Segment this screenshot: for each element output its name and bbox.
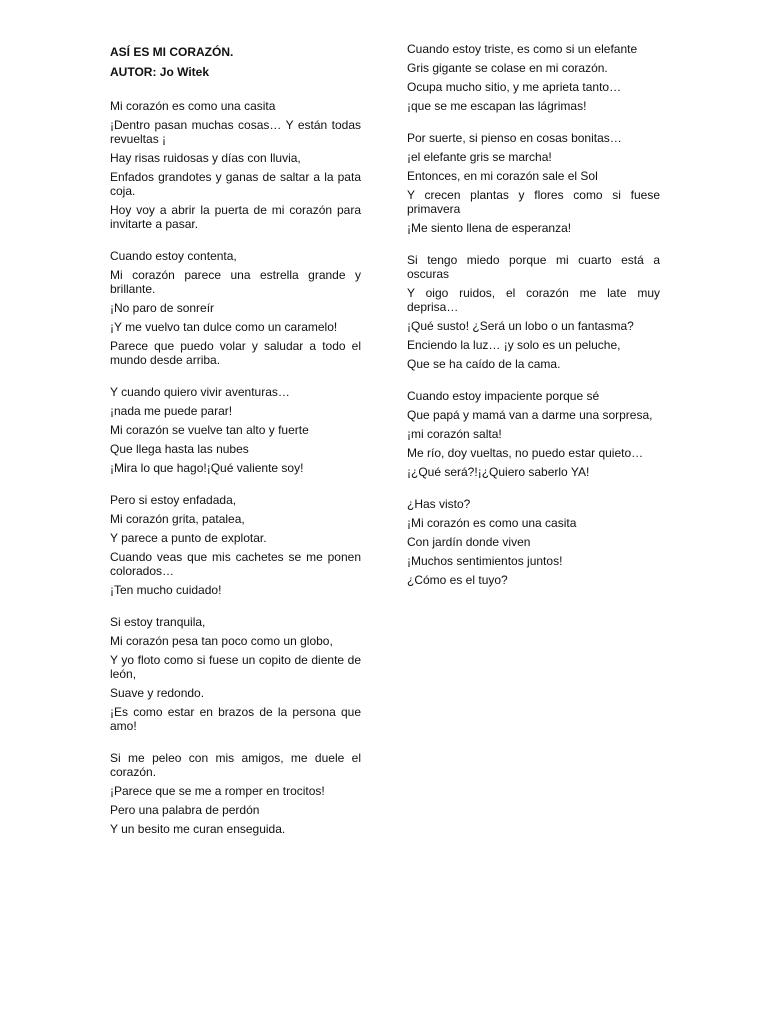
poem-line: ¡que se me escapan las lágrimas! (407, 99, 587, 113)
left-stanzas (110, 99, 361, 836)
poem-line: Y un besito me curan enseguida. (110, 822, 286, 836)
poem-line: Mi corazón es como una casita (110, 99, 276, 113)
stanza (407, 253, 660, 371)
poem-line: ¡Parece que se me a romper en trocitos! (110, 784, 325, 798)
poem-line: ¡No paro de sonreír (110, 301, 215, 315)
poem-line: Cuando estoy contenta, (110, 249, 237, 263)
poem-line: Si me peleo con mis amigos, me duele el corazón. (110, 751, 361, 779)
stanza (110, 493, 361, 597)
poem-line: Con jardín donde viven (407, 535, 531, 549)
poem-line: Enciendo la luz… ¡y solo es un peluche, (407, 338, 621, 352)
stanza (110, 249, 361, 367)
poem-line: Hay risas ruidosas y días con lluvia, (110, 151, 301, 165)
poem-line: ¡¿Qué será?!¡¿Quiero saberlo YA! (407, 465, 590, 479)
poem-line: Por suerte, si pienso en cosas bonitas… (407, 131, 622, 145)
right-stanzas (407, 42, 660, 587)
poem-line: ¡el elefante gris se marcha! (407, 150, 552, 164)
stanza (110, 615, 361, 733)
stanza (407, 131, 660, 235)
stanza (110, 99, 361, 231)
poem-line: ¡Ten mucho cuidado! (110, 583, 222, 597)
right-column (407, 42, 660, 592)
poem-line: Y cuando quiero vivir aventuras… (110, 385, 290, 399)
poem-line: Enfados grandotes y ganas de saltar a la pata coja. (110, 170, 361, 198)
poem-line: ¡Es como estar en brazos de la persona que amo! (110, 705, 361, 733)
poem-line: ¡Mi corazón es como una casita (407, 516, 577, 530)
poem-line: Pero una palabra de perdón (110, 803, 260, 817)
poem-line: Que llega hasta las nubes (110, 442, 249, 456)
stanza (110, 751, 361, 836)
poem-line: Y oigo ruidos, el corazón me late muy deprisa… (407, 286, 660, 314)
poem-line: ¡mi corazón salta! (407, 427, 502, 441)
poem-line: Me río, doy vueltas, no puedo estar quieto… (407, 446, 644, 460)
poem-line: Y yo floto como si fuese un copito de diente de león, (110, 653, 361, 681)
poem-line: Si tengo miedo porque mi cuarto está a oscuras (407, 253, 660, 281)
poem-title: ASÍ ES MI CORAZÓN. (110, 45, 234, 59)
poem-line: ¡Muchos sentimientos juntos! (407, 554, 563, 568)
poem-line: Pero si estoy enfadada, (110, 493, 237, 507)
poem-line: ¡Mira lo que hago!¡Qué valiente soy! (110, 461, 304, 475)
stanza (110, 385, 361, 475)
poem-line: ¡nada me puede parar! (110, 404, 233, 418)
poem-line: Mi corazón se vuelve tan alto y fuerte (110, 423, 309, 437)
poem-line: Hoy voy a abrir la puerta de mi corazón para invitarte a pasar. (110, 203, 361, 231)
poem-line: Mi corazón pesa tan poco como un globo, (110, 634, 333, 648)
poem-line: ¡Qué susto! ¿Será un lobo o un fantasma? (407, 319, 634, 333)
poem-line: Y crecen plantas y flores como si fuese primavera (407, 188, 660, 216)
poem-line: ¡Me siento llena de esperanza! (407, 221, 572, 235)
stanza (407, 389, 660, 479)
poem-line: Suave y redondo. (110, 686, 205, 700)
poem-line: ¡Dentro pasan muchas cosas… Y están todas revueltas ¡ (110, 118, 361, 146)
poem-author: AUTOR: Jo Witek (110, 65, 210, 79)
poem-line: Cuando veas que mis cachetes se me ponen colorados… (110, 550, 361, 578)
poem-line: Mi corazón grita, patalea, (110, 512, 245, 526)
stanza (407, 497, 660, 587)
poem-line: ¿Cómo es el tuyo? (407, 573, 508, 587)
poem-line: ¿Has visto? (407, 497, 471, 511)
poem-line: Entonces, en mi corazón sale el Sol (407, 169, 598, 183)
poem-line: Ocupa mucho sitio, y me aprieta tanto… (407, 80, 622, 94)
poem-line: Cuando estoy triste, es como si un elefante (407, 42, 638, 56)
poem-line: Mi corazón parece una estrella grande y brillante. (110, 268, 361, 296)
poem-line: Parece que puedo volar y saludar a todo el mundo desde arriba. (110, 339, 361, 367)
poem-line: Cuando estoy impaciente porque sé (407, 389, 600, 403)
poem-line: Que papá y mamá van a darme una sorpresa, (407, 408, 653, 422)
poem-line: Si estoy tranquila, (110, 615, 206, 629)
poem-line: Y parece a punto de explotar. (110, 531, 267, 545)
left-column (110, 42, 361, 841)
stanza (407, 42, 660, 113)
poem-line: Que se ha caído de la cama. (407, 357, 561, 371)
poem-line: Gris gigante se colase en mi corazón. (407, 61, 608, 75)
poem-line: ¡Y me vuelvo tan dulce como un caramelo! (110, 320, 338, 334)
